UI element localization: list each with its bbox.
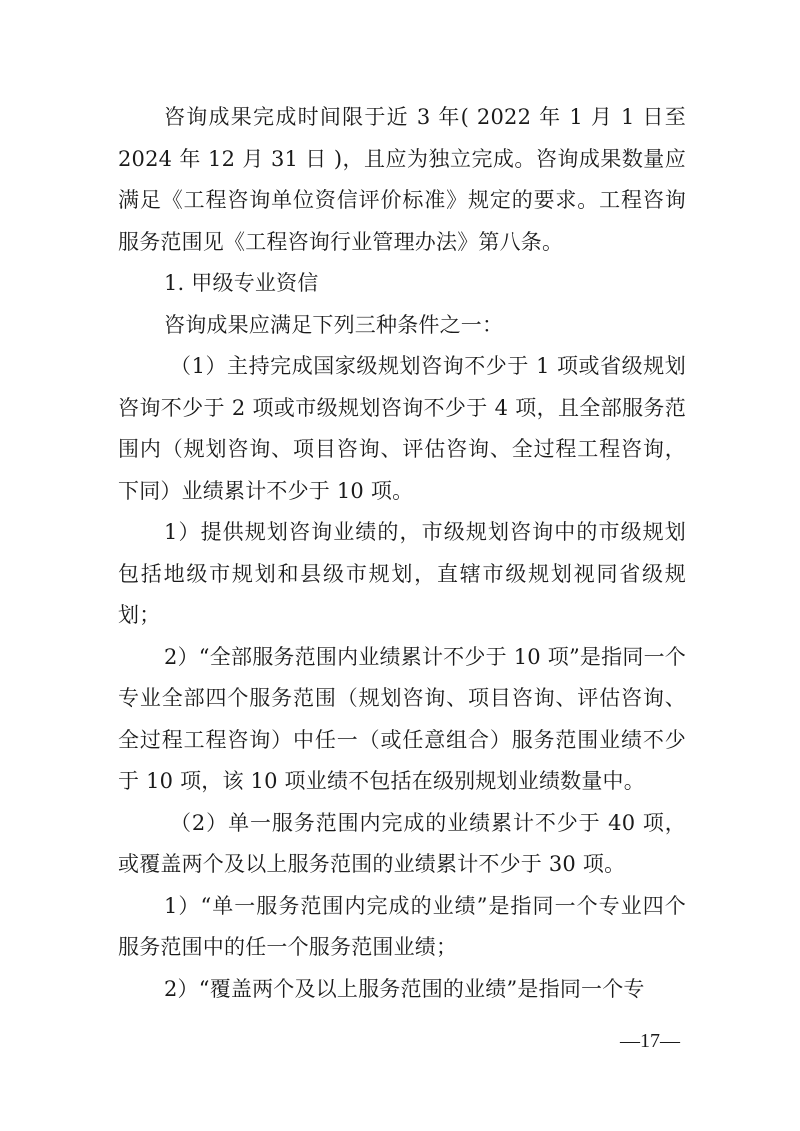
heading-grade-a-credential: 1. 甲级专业资信 [164, 271, 319, 295]
paragraph-note-1-2: 2）“全部服务范围内业绩累计不少于 10 项”是指同一个专业全部四个服务范围（规划咨询、项目咨询、评估咨询、全过程工程咨询）中任一（或任意组合）服务范围业绩不少于 10 项，该 10 项业绩不包括在级别规划业绩数量中。 [118, 644, 686, 793]
paragraph-condition-1: （1）主持完成国家级规划咨询不少于 1 项或省级规划咨询不少于 2 项或市级规划咨询不少于 4 项，且全部服务范围内（规划咨询、项目咨询、评估咨询、全过程工程咨询，下同）业绩累计不少于 10 项。 [118, 354, 686, 503]
paragraph-note-2-1: 1）“单一服务范围内完成的业绩”是指同一个专业四个服务范围中的任一个服务范围业绩； [118, 893, 686, 959]
paragraph-time-limit: 咨询成果完成时间限于近 3 年( 2022 年 1 月 1 日至 2024 年 12 月 31 日 )，且应为独立完成。咨询成果数量应满足《工程咨询单位资信评价标准》规定的要求。工程咨询服务范围见《工程咨询行业管理办法》第八条。 [118, 105, 686, 254]
paragraph-note-1-1: 1）提供规划咨询业绩的，市级规划咨询中的市级规划包括地级市规划和县级市规划，直辖市级规划视同省级规划； [118, 520, 686, 627]
paragraph-conditions-intro: 咨询成果应满足下列三种条件之一： [164, 312, 504, 337]
document-body [118, 97, 686, 1010]
page-number: —17— [620, 1030, 680, 1052]
paragraph-condition-2: （2）单一服务范围内完成的业绩累计不少于 40 项，或覆盖两个及以上服务范围的业绩累计不少于 30 项。 [118, 810, 686, 876]
paragraph-note-2-2: 2）“覆盖两个及以上服务范围的业绩”是指同一个专 [164, 976, 645, 1001]
